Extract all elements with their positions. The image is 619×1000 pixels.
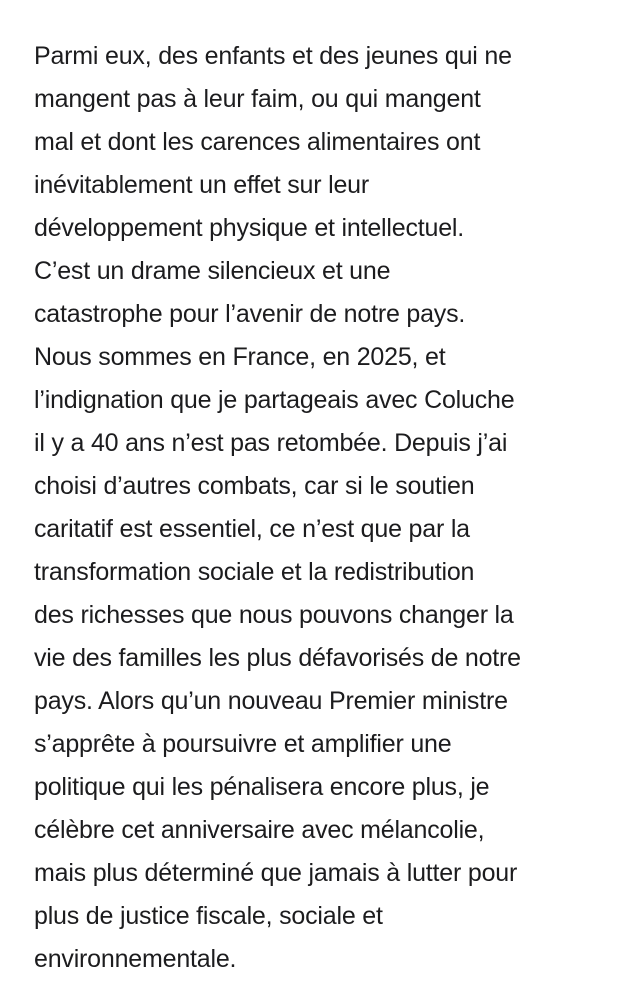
paragraph-line: C’est un drame silencieux et une [34,257,391,285]
paragraph-line: célèbre cet anniversaire avec mélancolie, [34,816,485,844]
paragraph-line: catastrophe pour l’avenir de notre pays. [34,300,466,328]
paragraph-line: transformation sociale et la redistribution [34,558,475,586]
paragraph-line: il y a 40 ans n’est pas retombée. Depuis j’ai [34,429,508,457]
paragraph-line: environnementale. [34,945,237,973]
paragraph-line: plus de justice fiscale, sociale et [34,902,383,930]
paragraph-line: Parmi eux, des enfants et des jeunes qui ne [34,42,512,70]
paragraph-line: développement physique et intellectuel. [34,214,464,242]
paragraph-line: politique qui les pénalisera encore plus, je [34,773,490,801]
paragraph-line: des richesses que nous pouvons changer la [34,601,514,629]
paragraph-line: s’apprête à poursuivre et amplifier une [34,730,452,758]
article-paragraph [34,35,614,981]
paragraph-line: mal et dont les carences alimentaires ont [34,128,481,156]
paragraph-line: choisi d’autres combats, car si le soutien [34,472,475,500]
paragraph-line: pays. Alors qu’un nouveau Premier ministre [34,687,508,715]
paragraph-line: inévitablement un effet sur leur [34,171,370,199]
paragraph-line: mais plus déterminé que jamais à lutter pour [34,859,518,887]
paragraph-line: mangent pas à leur faim, ou qui mangent [34,85,481,113]
paragraph-line: caritatif est essentiel, ce n’est que par la [34,515,470,543]
paragraph-line: vie des familles les plus défavorisés de notre [34,644,521,672]
paragraph-line: Nous sommes en France, en 2025, et [34,343,446,371]
paragraph-line: l’indignation que je partageais avec Coluche [34,386,515,414]
